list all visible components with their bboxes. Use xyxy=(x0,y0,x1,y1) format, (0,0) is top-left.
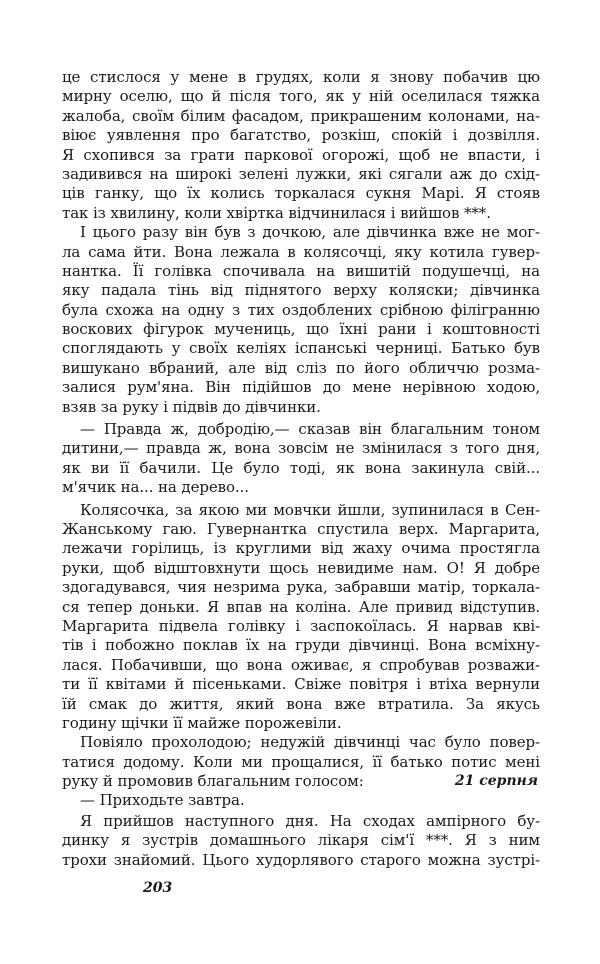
text-line: Маргарита підвела голівку і заспокоїлась. Я нарвав кві- xyxy=(62,616,540,635)
paragraph-1 xyxy=(62,68,540,223)
text-line: ців ганку, що їх колись торкалася сукня Марі. Я стояв xyxy=(62,184,540,203)
text-line: це стислося у мене в грудях, коли я знову побачив цю xyxy=(62,68,540,86)
text-line: дитини,— правда ж, вона зовсім не змінилася з того дня, xyxy=(62,439,540,458)
text-line: ся тепер доньки. Я впав на коліна. Але привид відступив. xyxy=(62,597,540,616)
text-line: нантка. Її голівка спочивала на вишитій подушечці, на xyxy=(62,261,540,280)
text-line: — Правда ж, добродію,— сказав він благальним тоном xyxy=(80,420,540,439)
text-line: динку я зустрів домашнього лікаря сім'ї ***. Я з ним xyxy=(62,831,540,850)
text-line: Я схопився за грати паркової огорожі, щоб не впасти, і xyxy=(62,145,540,164)
text-line: І цього разу він був з дочкою, але дівчинка вже не мог- xyxy=(80,223,540,242)
text-line: лежачи горілиць, із круглими від жаху очима простягла xyxy=(62,539,540,558)
text-line: задивився на широкі зелені лужки, які сягали аж до схід- xyxy=(62,164,540,183)
text-line: воскових фігурок мучениць, що їхні рани і коштовності xyxy=(62,320,540,339)
text-line: — Приходьте завтра. xyxy=(80,791,245,810)
text-line: здогадувався, чия незрима рука, забравши матір, торкала- xyxy=(62,578,540,597)
page-number: 203 xyxy=(143,880,173,896)
text-line: татися додому. Коли ми прощалися, її батько потис мені xyxy=(62,752,540,771)
text-line: лася. Побачивши, що вона оживає, я спробував розважи- xyxy=(62,655,540,674)
paragraph-7 xyxy=(62,812,540,870)
text-line: руку й промовив благальним голосом: xyxy=(62,772,364,791)
text-line: вишукано вбраний, але від сліз по його обличчю розма- xyxy=(62,358,540,377)
text-line: так із хвилину, коли хвіртка відчинилася і вийшов ***. xyxy=(62,203,491,222)
text-line: залися рум'яна. Він підійшов до мене нерівною ходою, xyxy=(62,378,540,397)
date-heading: 21 серпня xyxy=(454,773,538,789)
text-line: ла сама йти. Вона лежала в колясочці, яку котила гувер- xyxy=(62,242,540,261)
text-line: як ви її бачили. Це було тоді, як вона закинула свій... xyxy=(62,458,540,477)
text-line: м'ячик на... на дерево... xyxy=(62,478,249,497)
paragraph-2 xyxy=(62,223,540,417)
text-line: була схожа на одну з тих оздоблених срібною філігранню xyxy=(62,300,540,319)
text-line: Повіяло прохолодою; недужій дівчинці час було повер- xyxy=(80,733,540,752)
text-line: Жанському гаю. Гувернантка спустила верх. Маргарита, xyxy=(62,519,540,538)
text-line: Я прийшов наступного дня. На сходах ампірного бу- xyxy=(80,812,540,830)
text-line: руки, щоб відштовхнути щось невидиме нам. О! Я добре xyxy=(62,558,540,577)
text-line: мирну оселю, що й після того, як у ній оселилася тяжка xyxy=(62,87,540,106)
text-line: тів і побожно поклав їх на груди дівчинці. Вона всміхну- xyxy=(62,636,540,655)
text-line: віює уявлення про багатство, розкіш, спокій і дозвілля. xyxy=(62,126,540,145)
text-line: годину щічки її майже порожевіли. xyxy=(62,713,342,732)
paragraph-4 xyxy=(62,501,540,734)
text-line: споглядають у своїх келіях іспанські черниці. Батько був xyxy=(62,339,540,358)
text-line: взяв за руку і підвів до дівчинки. xyxy=(62,397,321,416)
text-line: жалоба, своїм білим фасадом, прикрашеним колонами, на- xyxy=(62,106,540,125)
text-line: їй смак до життя, який вона вже втратила. За якусь xyxy=(62,694,540,713)
paragraph-6 xyxy=(62,791,540,810)
text-line: яку падала тінь від піднятого верху коляски; дівчинка xyxy=(62,281,540,300)
text-line: ти її квітами й пісеньками. Свіже повітря і втіха вернули xyxy=(62,675,540,694)
paragraph-3 xyxy=(62,420,540,498)
text-line: трохи знайомий. Цього худорлявого старого можна зустрі- xyxy=(62,850,540,869)
main-text xyxy=(62,68,540,811)
text-line: Колясочка, за якою ми мовчки йшли, зупинилася в Сен- xyxy=(80,500,540,519)
